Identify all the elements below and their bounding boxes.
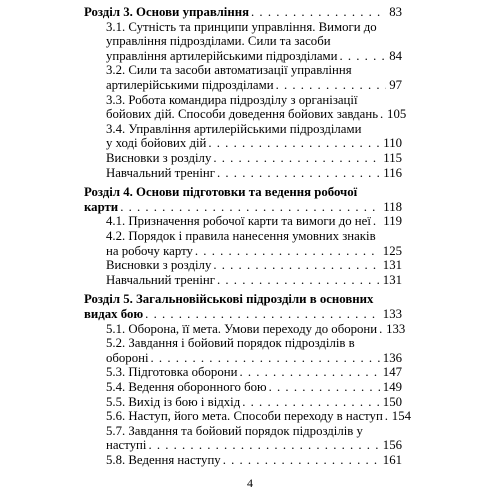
toc-page-number: 131 <box>382 258 402 273</box>
toc-leader-dots <box>380 107 384 122</box>
toc-page-number: 149 <box>382 380 402 394</box>
toc-chapter-title: видах бою <box>84 307 144 321</box>
toc-page-number: 150 <box>382 394 402 409</box>
toc-entry-line <box>106 34 402 49</box>
toc-leader-dots <box>145 307 380 322</box>
toc-entry-title: на робочу карту <box>106 243 193 258</box>
toc-entry-line <box>106 93 402 108</box>
toc-chapter-line <box>84 307 402 322</box>
toc-page-number: 154 <box>391 409 411 424</box>
toc-entry-line <box>106 258 402 273</box>
toc-leader-dots <box>373 214 380 229</box>
toc-entry-line <box>106 321 406 337</box>
toc-leader-dots <box>217 166 380 181</box>
toc-leader-dots <box>148 438 379 453</box>
toc-entry-title: 5.7. Завдання та бойовий порядок підрозділів у <box>106 423 363 438</box>
toc-entry-line <box>106 136 402 151</box>
toc-chapter-line <box>84 5 402 20</box>
toc-entry-line <box>106 351 402 366</box>
toc-entry-title: 3.3. Робота командира підрозділу з організації <box>106 92 358 107</box>
toc-page-number: 131 <box>382 272 402 287</box>
toc-leader-dots <box>195 244 380 259</box>
toc-leader-dots <box>208 136 380 151</box>
toc-entry-title: Висновки з розділу <box>106 258 212 273</box>
toc-page-number: 97 <box>389 78 402 92</box>
toc-entry-title: 5.2. Завдання і бойовий порядок підрозділів в <box>106 336 355 351</box>
toc-chapter-line <box>84 292 402 307</box>
table-of-contents <box>84 0 411 470</box>
toc-page-number: 105 <box>387 107 407 122</box>
toc-page-number: 147 <box>382 365 402 380</box>
toc-entry-title: обороні <box>106 350 149 365</box>
toc-leader-dots <box>223 453 380 468</box>
toc-leader-dots <box>213 258 379 273</box>
toc-chapter-title: Розділ 4. Основи підготовки та ведення робочої <box>84 185 358 200</box>
toc-leader-dots <box>339 49 386 64</box>
toc-chapter-line <box>84 200 402 215</box>
toc-entry-line <box>106 63 402 78</box>
toc-entry-line <box>106 244 402 259</box>
toc-leader-dots <box>269 380 380 395</box>
toc-page-number: 115 <box>383 151 402 165</box>
toc-entry-title: у ході бойових дій <box>106 136 207 151</box>
toc-page-number: 136 <box>382 350 402 365</box>
toc-entry-title: 5.5. Вихід із бою і відхід <box>106 394 241 409</box>
toc-entry-title: Навчальний тренінг <box>106 272 215 287</box>
toc-entry-title: Навчальний тренінг <box>106 165 215 180</box>
toc-entry-line <box>106 20 402 35</box>
toc-entry-title: 3.4. Управління артилерійськими підрозділами <box>106 121 362 136</box>
toc-entry-line <box>106 365 402 380</box>
toc-entry-line <box>106 151 402 166</box>
toc-leader-dots <box>120 200 380 215</box>
toc-entry-title: наступі <box>106 438 147 453</box>
toc-page-number: 133 <box>386 321 406 336</box>
toc-entry-line <box>106 453 402 468</box>
toc-leader-dots <box>217 273 380 288</box>
toc-leader-dots <box>385 409 389 424</box>
toc-entry-title: 4.1. Призначення робочої карти та вимоги до неї <box>106 214 371 229</box>
toc-entry-line <box>106 336 402 351</box>
toc-page-number: 110 <box>383 136 402 151</box>
toc-entry-line <box>106 424 402 439</box>
toc-leader-dots <box>213 151 380 166</box>
toc-entry-line <box>106 49 402 64</box>
toc-leader-dots <box>276 78 387 93</box>
toc-entry-line <box>106 107 407 122</box>
toc-leader-dots <box>151 351 380 366</box>
toc-entry-line <box>106 122 402 137</box>
toc-entry-title: 4.2. Порядок і правила нанесення умовних знаків <box>106 229 376 243</box>
toc-entry-line <box>106 438 402 453</box>
toc-leader-dots <box>239 365 379 380</box>
toc-entry-title: 3.2. Сили та засоби автоматизації управління <box>106 63 352 78</box>
toc-chapter-title: Розділ 5. Загальновійськові підрозділи в основних <box>84 292 374 307</box>
toc-entry-line <box>106 273 402 288</box>
page-number: 4 <box>247 476 253 490</box>
toc-page-number: 118 <box>383 199 402 214</box>
toc-entry-title: 5.4. Ведення оборонного бою <box>106 380 267 394</box>
toc-page-number: 119 <box>383 214 402 229</box>
toc-entry-title: 5.6. Наступ, його мета. Способи переходу в наступ <box>106 409 383 424</box>
toc-page-number: 83 <box>389 5 402 19</box>
toc-page-number: 156 <box>382 438 402 453</box>
toc-entry-title: управління артилерійськими підрозділами <box>106 48 338 63</box>
toc-page-number: 84 <box>389 48 402 63</box>
toc-entry-title: 5.3. Підготовка оборони <box>106 365 238 380</box>
toc-chapter-title: карти <box>84 199 119 214</box>
toc-entry-line <box>106 78 402 93</box>
toc-page-number: 116 <box>383 165 402 180</box>
toc-entry-title: 5.8. Ведення наступу <box>106 453 221 467</box>
toc-entry-title: бойових дій. Способи доведення бойових завдань <box>106 107 379 122</box>
toc-entry-line <box>106 166 402 181</box>
toc-leader-dots <box>251 5 386 20</box>
toc-entry-line <box>106 214 402 229</box>
toc-entry-line <box>106 229 402 244</box>
toc-entry-line <box>106 409 411 424</box>
toc-entry-line <box>106 380 402 395</box>
toc-entry-line <box>106 395 402 410</box>
toc-leader-dots <box>242 395 380 410</box>
toc-leader-dots <box>379 322 383 337</box>
toc-chapter-title: Розділ 3. Основи управління <box>84 5 250 19</box>
toc-entry-title: 5.1. Оборона, її мета. Умови переходу до оборони <box>106 321 378 336</box>
toc-entry-title: артилерійськими підрозділами <box>106 78 274 92</box>
toc-page-number: 161 <box>382 453 402 467</box>
toc-chapter-line <box>84 185 402 200</box>
toc-page-number: 133 <box>382 307 402 321</box>
toc-entry-title: Висновки з розділу <box>106 151 212 165</box>
toc-entry-title: управління підрозділами. Сили та засоби <box>106 34 331 49</box>
toc-entry-title: 3.1. Сутність та принципи управління. Вимоги до <box>106 19 377 34</box>
toc-page-number: 125 <box>382 243 402 258</box>
